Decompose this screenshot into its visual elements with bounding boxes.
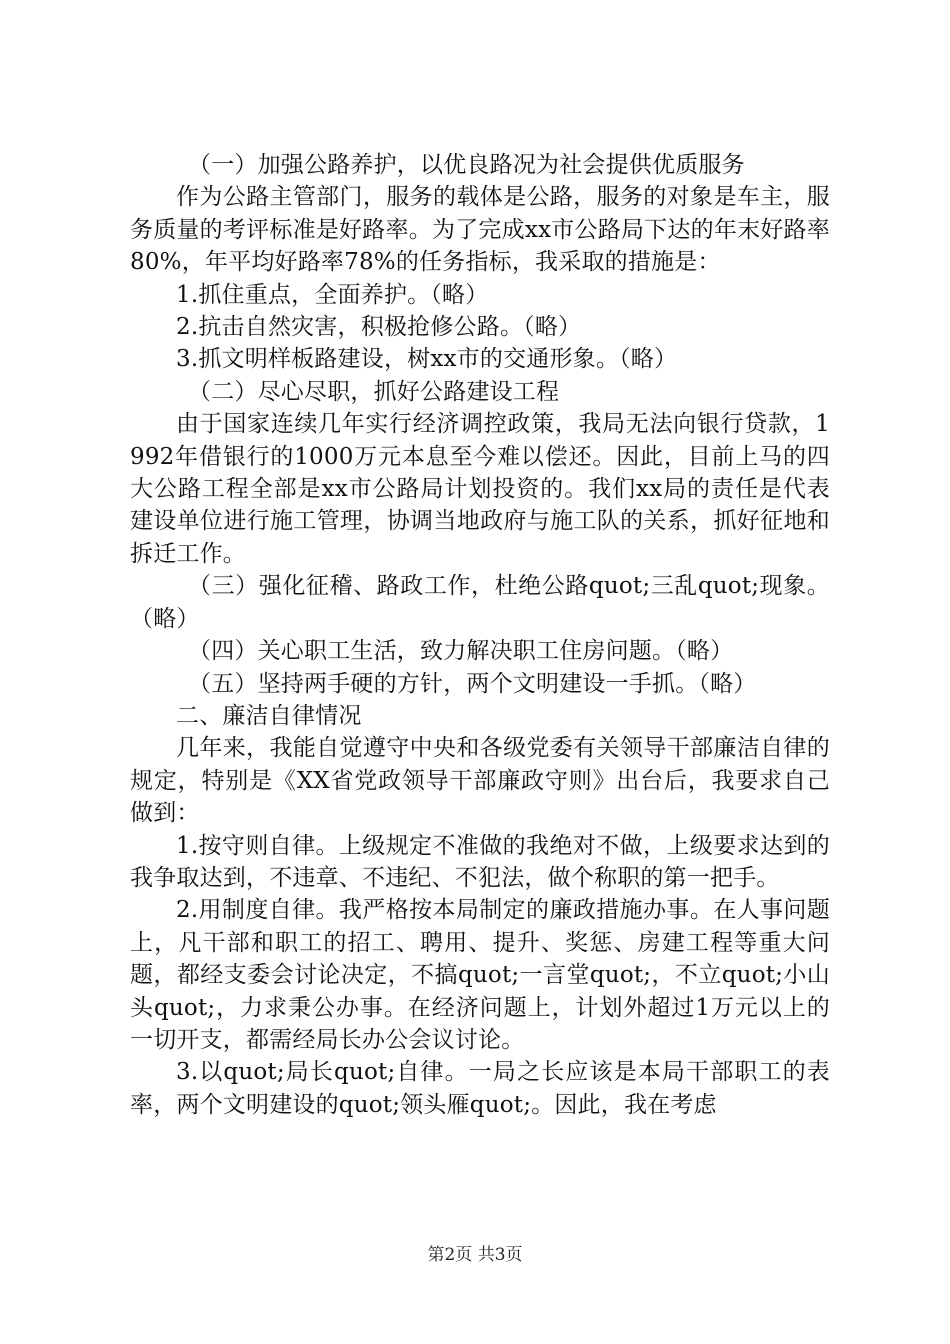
integrity-item-3: 3.以quot;局长quot;自律。一局之长应该是本局干部职工的表率，两个文明建设的quot;领头雁quot;。因此，我在考虑 <box>130 1059 830 1118</box>
list-item-3: 3.抓文明样板路建设，树xx市的交通形象。（略） <box>176 346 678 373</box>
paragraph-construction: 由于国家连续几年实行经济调控政策，我局无法向银行贷款，1992年借银行的1000万元本息至今难以偿还。因此，目前上马的四大公路工程全部是xx市公路局计划投资的。我们xx局的责任是代表建设单位进行施工管理，协调当地政府与施工队的关系，抓好征地和拆迁工作。 <box>130 411 830 567</box>
section-heading-3: （三）强化征稽、路政工作，杜绝公路quot;三乱quot;现象。（略） <box>130 573 830 632</box>
section-heading-2: （二）尽心尽职，抓好公路建设工程 <box>188 378 560 405</box>
document-body <box>130 149 830 1121</box>
section-heading-4: （四）关心职工生活，致力解决职工住房问题。（略） <box>188 638 734 665</box>
section-heading-1: （一）加强公路养护，以优良路况为社会提供优质服务 <box>188 152 745 178</box>
integrity-item-1: 1.按守则自律。上级规定不准做的我绝对不做，上级要求达到的我争取达到，不违章、不违纪、不犯法，做个称职的第一把手。 <box>130 832 830 891</box>
list-item-2: 2.抗击自然灾害，积极抢修公路。（略） <box>176 314 582 341</box>
page-footer: 第2页 共3页 <box>427 1245 523 1265</box>
chapter-heading-integrity: 二、廉洁自律情况 <box>176 702 362 729</box>
integrity-item-2: 2.用制度自律。我严格按本局制定的廉政措施办事。在人事问题上，凡干部和职工的招工、聘用、提升、奖惩、房建工程等重大问题，都经支委会讨论决定，不搞quot;一言堂quot;，不立quot;小山头quot;，力求秉公办事。在经济问题上，计划外超过1万元以上的一切开支，都需经局长办公会议讨论。 <box>130 897 830 1053</box>
list-item-1: 1.抓住重点，全面养护。（略） <box>176 281 489 308</box>
paragraph-road-service: 作为公路主管部门，服务的载体是公路，服务的对象是车主，服务质量的考评标准是好路率。为了完成xx市公路局下达的年末好路率80%，年平均好路率78%的任务指标，我采取的措施是： <box>130 184 830 276</box>
section-heading-5: （五）坚持两手硬的方针，两个文明建设一手抓。（略） <box>188 670 757 697</box>
paragraph-integrity-intro: 几年来，我能自觉遵守中央和各级党委有关领导干部廉洁自律的规定，特别是《XX省党政领导干部廉政守则》出台后，我要求自己做到： <box>130 735 830 827</box>
